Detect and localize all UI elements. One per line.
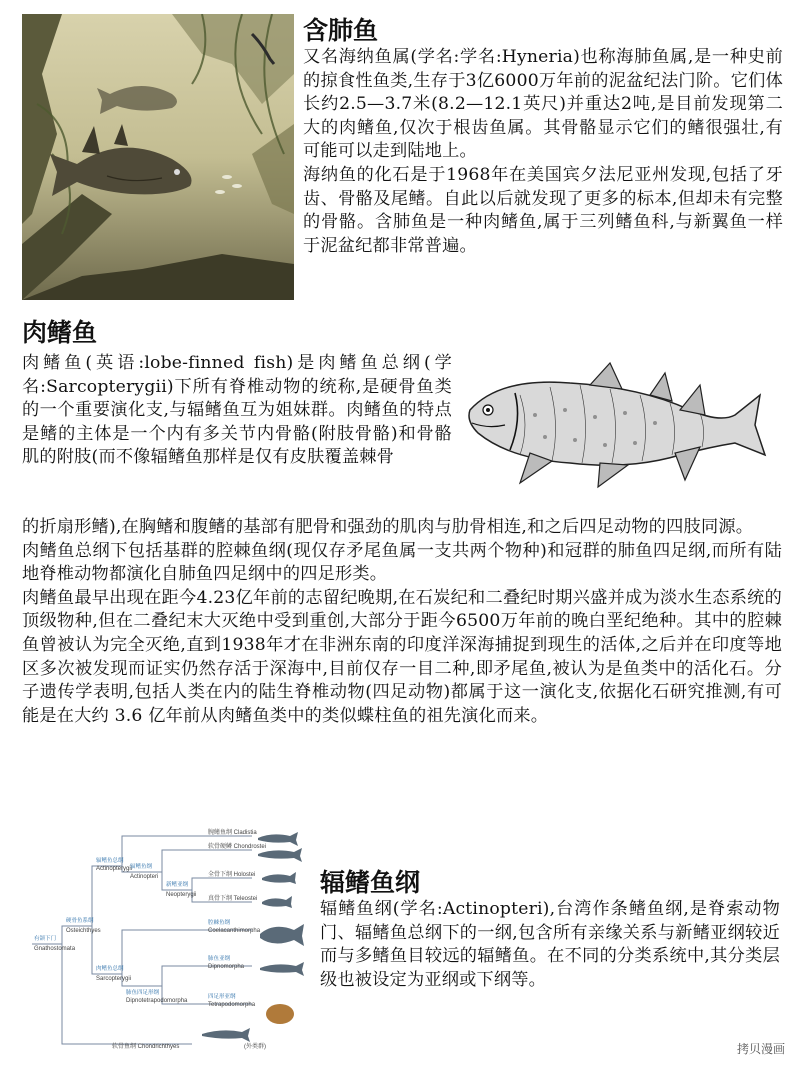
- coelacanth-small-icon: [260, 924, 304, 946]
- node-dipnotetrapodomorpha: Dipnotetrapodomorpha: [126, 998, 188, 1004]
- node-actinopterygii: Actinopterygii: [96, 866, 133, 872]
- leaf-holostei: 全骨下纲 Holostei: [208, 872, 256, 878]
- tetrapod-icon: [266, 1004, 294, 1024]
- sturgeon-fish-icon: [258, 848, 302, 862]
- sarcopterygii-paragraph-3: 肉鳍鱼最早出现在距今4.23亿年前的志留纪晚期,在石炭纪和二叠纪时期兴盛并成为淡水生态系统的顶级物种,但在二叠纪末大灭绝中受到重创,大部分于距今6500万年前的晚白垩纪绝种。其中的腔棘鱼曾被认为完全灭绝,直到1938年才在非洲东南的印度洋深海捕捉到现生的活体,之后并在印度等地区多次被发现而证实仍然存活于深海中,目前仅存一目二种,即矛尾鱼,被认为是鱼类中的活化石。分子遗传学表明,包括人类在内的陆生脊椎动物(四足动物)都属于这一演化支,依据化石研究推测,有可能是在大约 3.6 亿年前从肉鳍鱼类中的类似蝶柱鱼的祖先演化而来。: [22, 587, 782, 726]
- node-neopterygii: Neopterygii: [166, 892, 197, 898]
- sarcopterygii-intro: [22, 352, 452, 470]
- node-actinopteri-cn: 辐鳍鱼纲: [130, 864, 153, 870]
- hyneria-paragraph-1: 又名海纳鱼属(学名:学名:Hyneria)也称海肺鱼属,是一种史前的掠食性鱼类,生存于3亿6000万年前的泥盆纪法门阶。它们体长约2.5—3.7米(8.2—12.1英尺)并重达2吨,是目前发现第二大的肉鳍鱼,仅次于根齿鱼属。其骨骼显示它们的鳍很强壮,有可能可以走到陆地上。: [303, 47, 783, 162]
- node-actinopterygii-cn: 辐鳍鱼总纲: [96, 858, 124, 864]
- actinopterygii-title: 辐鳍鱼纲: [320, 868, 421, 897]
- actinopterygii-paragraph-1: 辐鳍鱼纲(学名:Actinopteri),台湾作条鳍鱼纲,是脊索动物门、辐鳍鱼总纲下的一纲,包含所有亲缘关系与新鳍亚纲较近而与多鳍鱼目较远的辐鳍鱼。在不同的分类系统中,其分类层级也被设定为亚纲或下纲等。: [320, 899, 780, 990]
- hyneria-paragraph-2: 海纳鱼的化石是于1968年在美国宾夕法尼亚州发现,包括了牙齿、骨骼及尾鳍。自此以后就发现了更多的标本,但却未有完整的骨骼。含肺鱼是一种肉鳍鱼,属于三列鳍鱼科,与新翼鱼一样于泥盆纪都非常普遍。: [303, 164, 783, 256]
- leaf-coelacanth-cn: 腔棘鱼纲: [208, 920, 231, 926]
- leaf-chondrostei: 软骨硬鳞 Chondrostei: [208, 844, 267, 850]
- fish-cladogram: [22, 826, 322, 1056]
- sarcopterygii-section: [22, 516, 782, 728]
- teleostei-fish-icon: [262, 896, 292, 908]
- hyneria-section: [303, 16, 783, 258]
- coelacanth-icon: [460, 355, 770, 490]
- node-gnathostomata: Gnathostomata: [34, 946, 76, 952]
- node-osteichthyes: Osteichthyes: [66, 928, 101, 934]
- leaf-coelacanth: Coelacanthimorpha: [208, 928, 261, 934]
- node-sarcopterygii-cn: 肉鳍鱼总纲: [96, 966, 124, 972]
- coelacanth-illustration: [460, 355, 770, 490]
- shark-icon: [202, 1028, 250, 1042]
- holostei-fish-icon: [262, 872, 296, 884]
- sarcopterygii-paragraph-1: 的折扇形鳍),在胸鳍和腹鳍的基部有肥骨和强劲的肌肉与肋骨相连,和之后四足动物的四肢同源。: [22, 517, 754, 537]
- leaf-outgroup: (外类群): [244, 1044, 266, 1050]
- leaf-tetrapodomorpha-cn: 四足形亚纲: [208, 994, 236, 1000]
- leaf-dipnomorpha-cn: 肺鱼亚纲: [208, 956, 231, 962]
- cladogram-svg: [22, 826, 322, 1056]
- actinopterygii-section: [320, 868, 780, 992]
- node-neopterygii-cn: 新鳍亚纲: [166, 882, 189, 888]
- leaf-cladistia: 腕鳍鱼纲 Cladistia: [208, 830, 257, 836]
- leaf-dipnomorpha: Dipnomorpha: [208, 964, 245, 970]
- sarcopterygii-paragraph-2: 肉鳍鱼总纲下包括基群的腔棘鱼纲(现仅存矛尾鱼属一支共两个物种)和冠群的肺鱼四足纲,而所有陆地脊椎动物都演化自肺鱼四足纲中的四足形类。: [22, 540, 782, 585]
- watermark: 拷贝漫画: [734, 1039, 788, 1058]
- leaf-chondrichthyes: 软骨鱼纲 Chondrichthyes: [112, 1044, 180, 1050]
- sarcopterygii-paragraph-intro: 肉鳍鱼(英语:lobe-finned fish)是肉鳍鱼总纲(学名:Sarcopterygii)下所有脊椎动物的统称,是硬骨鱼类的一个重要演化支,与辐鳍鱼互为姐妹群。肉鳍鱼的特点是鳍的主体是一个内有多关节内骨骼(附肢骨骼)和骨骼肌的附肢(而不像辐鳍鱼那样是仅有皮肤覆盖棘骨: [22, 353, 452, 468]
- node-osteichthyes-cn: 硬骨鱼系纲: [66, 918, 94, 924]
- node-gnathostomata-cn: 有颌下门: [34, 936, 57, 942]
- leaf-teleostei: 真骨下纲 Teleostei: [208, 896, 258, 902]
- hyneria-illustration: [22, 14, 294, 300]
- leaf-tetrapodomorpha: Tetrapodomorpha: [208, 1002, 256, 1008]
- node-sarcopterygii: Sarcopterygii: [96, 976, 132, 982]
- hyneria-title: 含肺鱼: [303, 16, 379, 45]
- lungfish-icon: [260, 962, 304, 976]
- sarcopterygii-title: 肉鳍鱼: [22, 318, 98, 347]
- hyneria-picture: [22, 14, 294, 300]
- node-actinopteri: Actinopteri: [130, 874, 159, 880]
- node-dipnotetrapodomorpha-cn: 肺鱼四足形纲: [126, 990, 160, 996]
